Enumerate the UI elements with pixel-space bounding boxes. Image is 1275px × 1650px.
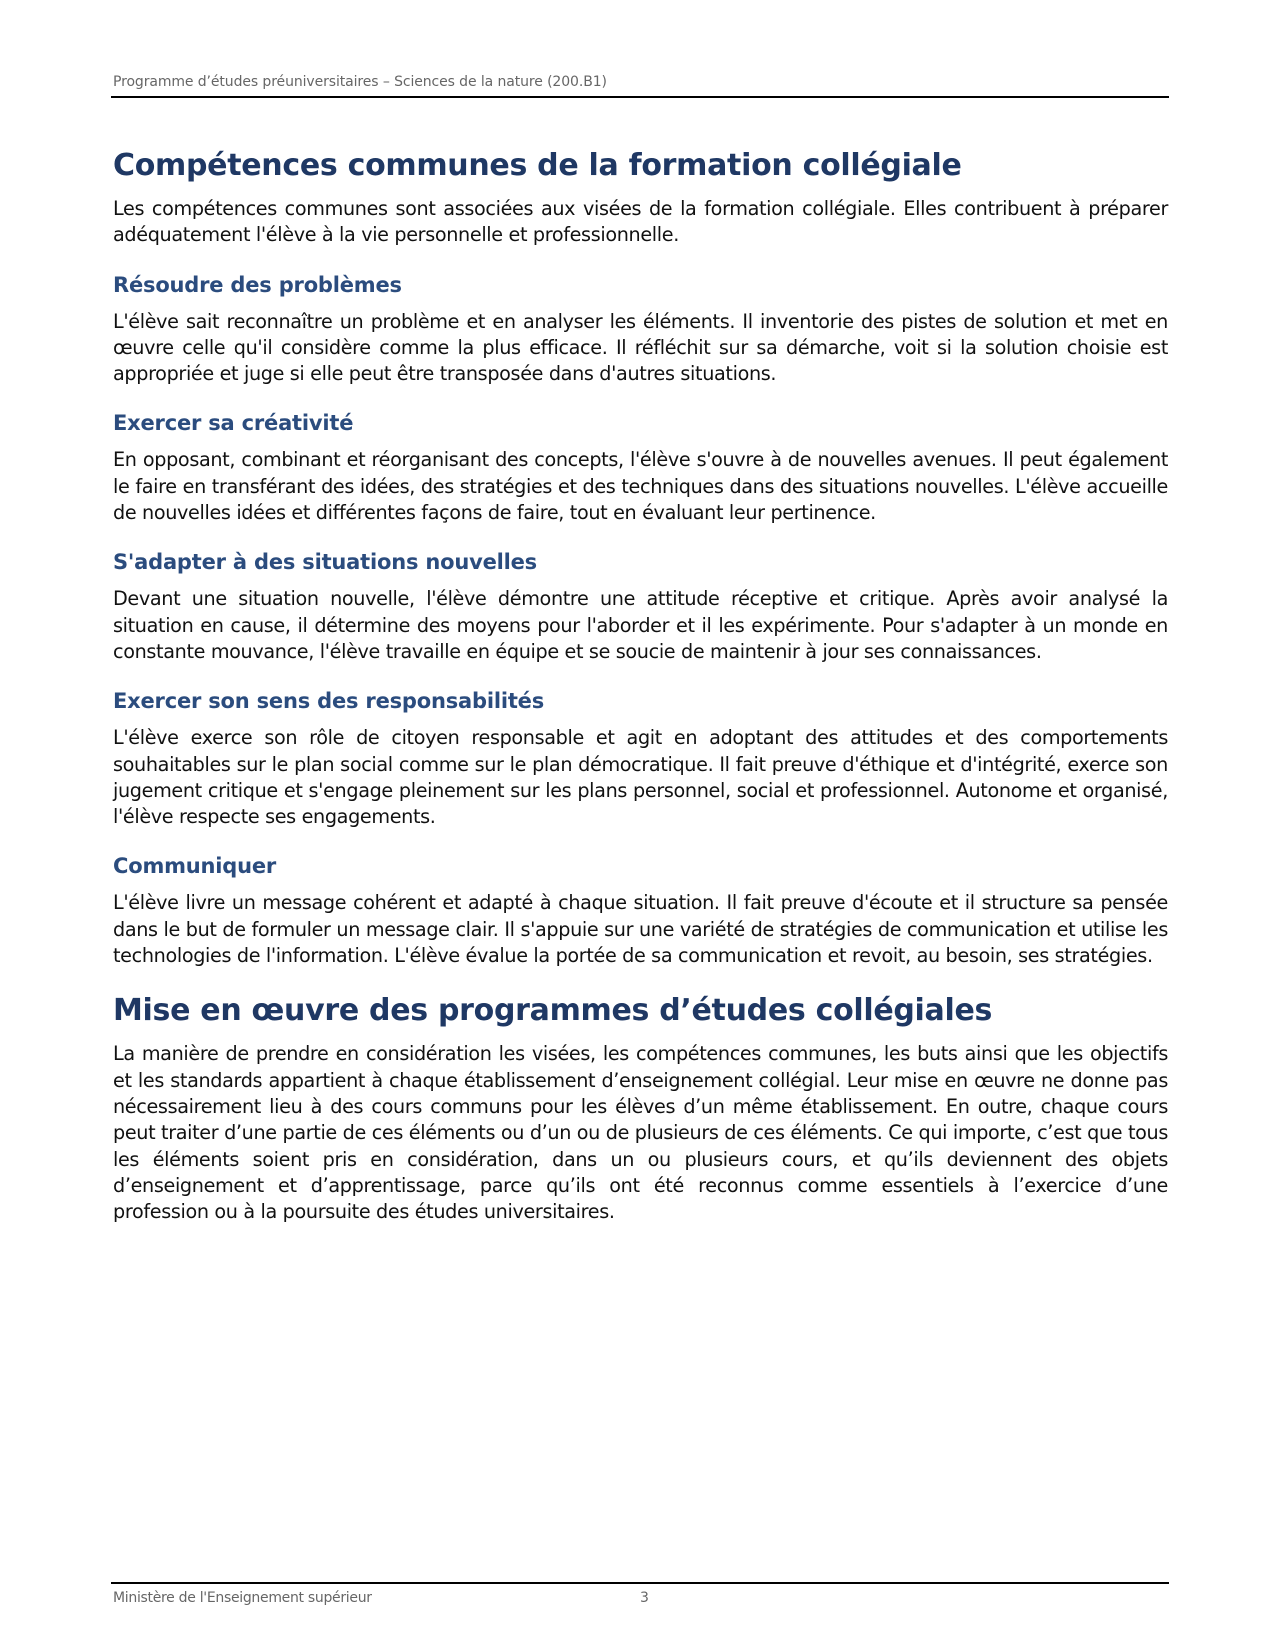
page-content xyxy=(113,146,1168,1225)
competence-text: L'élève exerce son rôle de citoyen responsable et agit en adoptant des attitudes et des comportements souhaitables sur le plan social comme sur le plan démocratique. Il fait preuve d'éthique et d'intégrité, exerce son jugement critique et s'engage pleinement sur les plans personnel, social et professionnel. Autonome et organisé, l'élève respecte ses engagements. xyxy=(113,726,1168,829)
competence-text: Devant une situation nouvelle, l'élève démontre une attitude réceptive et critique. Après avoir analysé la situation en cause, il détermine des moyens pour l'aborder et il les expérimente. Pour s'adapter à un monde en constante mouvance, l'élève travaille en équipe et se soucie de maintenir à jour ses connaissances. xyxy=(113,587,1168,663)
footer-rule xyxy=(111,1582,1169,1584)
section-text: La manière de prendre en considération les visées, les compétences communes, les buts ainsi que les objectifs et les standards appartient à chaque établissement d’enseignement collégial. Leur mise en œuvre ne donne pas nécessairement lieu à des cours communs pour les élèves d’un même établissement. En outre, chaque cours peut traiter d’une partie de ces éléments ou d’un ou de plusieurs de ces éléments. Ce qui importe, c’est que tous les éléments soient pris en considération, dans un ou plusieurs cours, et qu’ils deviennent des objets d’enseignement et d’apprentissage, parce qu’ils ont été reconnus comme essentiels à l’exercice d’une profession ou à la poursuite des études universitaires. xyxy=(113,1042,1168,1224)
running-header: Programme d’études préuniversitaires – Sciences de la nature (200.B1) xyxy=(113,74,607,90)
section-title-mise-en-oeuvre: Mise en œuvre des programmes d’études collégiales xyxy=(113,993,993,1029)
competence-text: L'élève livre un message cohérent et adapté à chaque situation. Il fait preuve d'écoute et il structure sa pensée dans le but de formuler un message clair. Il s'appuie sur une variété de stratégies de communication et utilise les technologies de l'information. L'élève évalue la portée de sa communication et revoit, au besoin, ses stratégies. xyxy=(113,891,1168,968)
header-rule xyxy=(111,96,1169,98)
competence-text: En opposant, combinant et réorganisant des concepts, l'élève s'ouvre à de nouvelles avenues. Il peut également le faire en transférant des idées, des stratégies et des techniques dans des situations nouvelles. L'élève accueille de nouvelles idées et différentes façons de faire, tout en évaluant leur pertinence. xyxy=(113,448,1168,525)
footer-ministry: Ministère de l'Enseignement supérieur xyxy=(113,1590,372,1606)
competence-text: L'élève sait reconnaître un problème et en analyser les éléments. Il inventorie des pistes de solution et met en œuvre celle qu'il considère comme la plus efficace. Il réfléchit sur sa démarche, voit si la solution choisie est appropriée et juge si elle peut être transposée dans d'autres situations. xyxy=(113,309,1168,386)
competence-title: Résoudre des problèmes xyxy=(113,272,402,297)
competence-title: Exercer sa créativité xyxy=(113,411,354,436)
competence-title: Exercer son sens des responsabilités xyxy=(113,689,545,714)
competence-title: S'adapter à des situations nouvelles xyxy=(113,550,537,575)
competence-title: Communiquer xyxy=(113,854,277,879)
page-number: 3 xyxy=(640,1590,649,1606)
section-intro: Les compétences communes sont associées aux visées de la formation collégiale. Elles contribuent à préparer adéquatement l'élève à la vie personnelle et professionnelle. xyxy=(113,197,1168,247)
section-title-competences: Compétences communes de la formation collégiale xyxy=(113,148,962,183)
